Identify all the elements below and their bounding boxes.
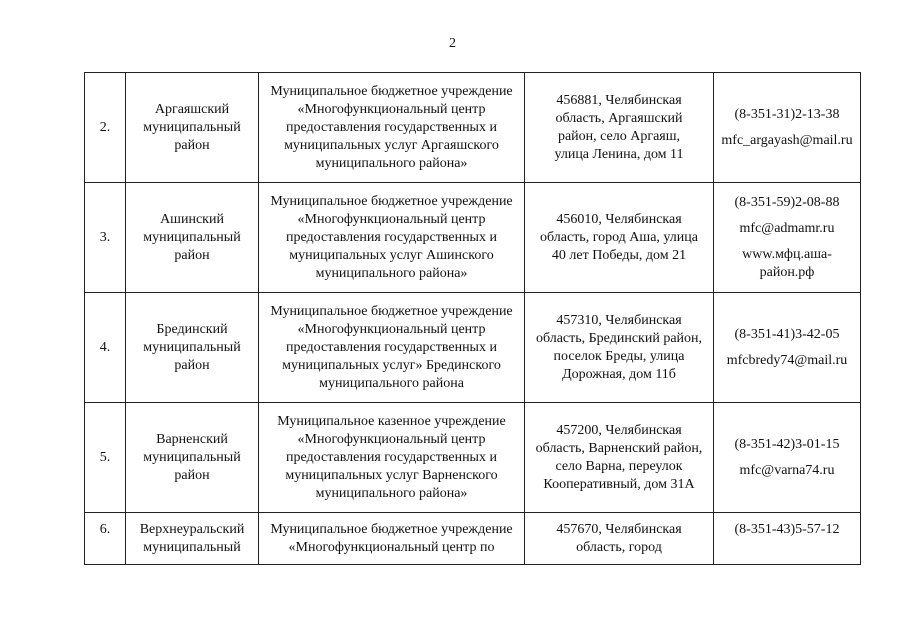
table-row [85, 513, 861, 565]
organization-name: Муниципальное бюджетное учреждение «Многофункциональный центр предоставления государственных и муниципальных услуг Аргаяшского муниципального района» [259, 73, 525, 183]
district-name: Брединский муниципальный район [126, 293, 259, 403]
organization-name: Муниципальное бюджетное учреждение «Многофункциональный центр предоставления государственных и муниципальных услуг Ашинского муниципального района» [259, 183, 525, 293]
contact-info [714, 513, 861, 565]
email-address[interactable]: mfc_argayash@mail.ru [721, 132, 853, 148]
page-number: 2 [449, 36, 456, 51]
district-name: Ашинский муниципальный район [126, 183, 259, 293]
postal-address: 457670, Челябинская область, город [525, 513, 714, 565]
contact-info [714, 293, 861, 403]
contact-info [714, 183, 861, 293]
row-number: 6. [85, 513, 126, 565]
postal-address: 456010, Челябинская область, город Аша, улица 40 лет Победы, дом 21 [525, 183, 714, 293]
postal-address: 456881, Челябинская область, Аргаяшский район, село Аргаяш, улица Ленина, дом 11 [525, 73, 714, 183]
table-row [85, 183, 861, 293]
mfc-directory-table [84, 72, 861, 565]
row-number: 2. [85, 73, 126, 183]
phone-number: (8-351-59)2-08-88 [734, 194, 840, 210]
table-row [85, 73, 861, 183]
district-name: Аргаяшский муниципальный район [126, 73, 259, 183]
district-name: Варненский муниципальный район [126, 403, 259, 513]
email-address[interactable]: mfc@admamr.ru [739, 220, 835, 236]
postal-address: 457310, Челябинская область, Брединский район, поселок Бреды, улица Дорожная, дом 11б [525, 293, 714, 403]
email-address[interactable]: mfc@varna74.ru [739, 462, 835, 478]
table-row [85, 403, 861, 513]
table-row [85, 293, 861, 403]
phone-number: (8-351-42)3-01-15 [734, 436, 840, 452]
organization-name: Муниципальное бюджетное учреждение «Многофункциональный центр по [259, 513, 525, 565]
contact-info [714, 403, 861, 513]
district-name: Верхнеуральский муниципальный [126, 513, 259, 565]
website-link[interactable]: www.мфц.аша- район.рф [742, 246, 832, 280]
contact-info [714, 73, 861, 183]
organization-name: Муниципальное казенное учреждение «Многофункциональный центр предоставления государственных и муниципальных услуг Варненского муниципального района» [259, 403, 525, 513]
phone-number: (8-351-31)2-13-38 [734, 106, 840, 122]
email-address[interactable]: mfcbredy74@mail.ru [726, 352, 848, 368]
postal-address: 457200, Челябинская область, Варненский район, село Варна, переулок Кооперативный, дом 31А [525, 403, 714, 513]
row-number: 3. [85, 183, 126, 293]
phone-number: (8-351-43)5-57-12 [734, 522, 840, 537]
row-number: 4. [85, 293, 126, 403]
phone-number: (8-351-41)3-42-05 [734, 326, 840, 342]
row-number: 5. [85, 403, 126, 513]
organization-name: Муниципальное бюджетное учреждение «Многофункциональный центр предоставления государственных и муниципальных услуг» Брединского муниципального района [259, 293, 525, 403]
